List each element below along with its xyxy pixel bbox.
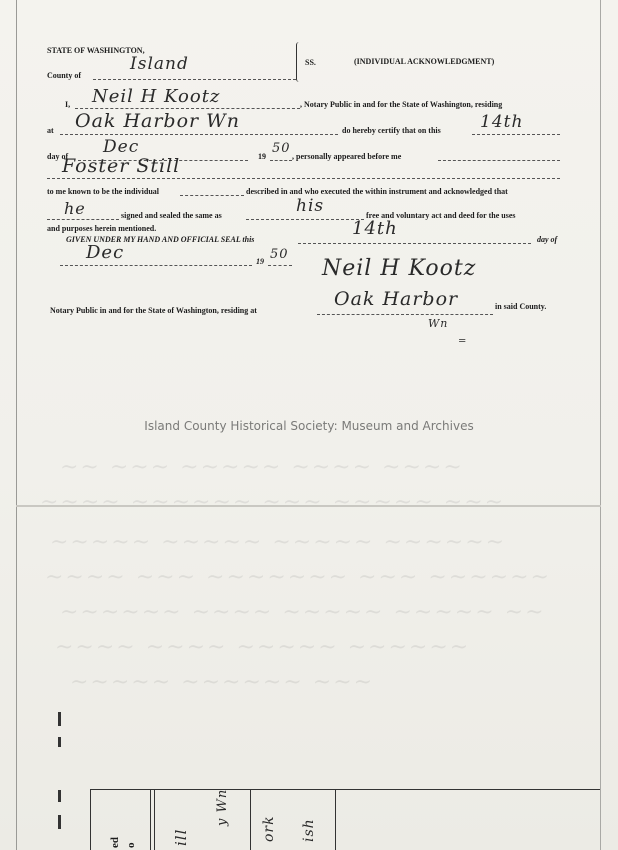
- free-deed-label: free and voluntary act and deed for the uses: [366, 211, 516, 220]
- year-line: [270, 160, 292, 161]
- strip-col-4-text: ish: [301, 818, 317, 842]
- seal-year-line: [268, 265, 292, 266]
- notary-name-line: [75, 108, 300, 109]
- residence-value: Oak Harbor Wn: [75, 110, 240, 132]
- known-label: to me known to be the individual: [47, 187, 160, 196]
- state-label: STATE OF WASHINGTON,: [47, 46, 145, 55]
- seal-day-line: [298, 243, 531, 244]
- acknowledgment-type: (INDIVIDUAL ACKNOWLEDGMENT): [354, 57, 495, 66]
- footer-state-value: Wn: [428, 317, 449, 330]
- notary-residing-label: , Notary Public in and for the State of Washington, residing: [300, 100, 503, 109]
- certify-label: do hereby certify that on this: [342, 126, 441, 135]
- strip-col-2-text: y Wn: [215, 788, 230, 826]
- footer-label: Notary Public in and for the State of Washington, residing at: [50, 306, 257, 315]
- day-value: 14th: [480, 112, 524, 132]
- appearer-line: [47, 178, 560, 179]
- seal-month-value: Dec: [86, 242, 125, 263]
- clip-mark-lower: [58, 790, 61, 802]
- clip-mark-mid: [58, 737, 61, 747]
- year-prefix: 19: [258, 152, 266, 161]
- strip-col-line-1: [90, 790, 91, 850]
- document-page: ~~ ~~~ ~~~~~ ~~~~ ~~~~ ~~~~ ~~~~~~ ~~~ ~~~~~ ~~~ ~~~~~ ~~~~~ ~~~~~ ~~~~~~ ~~~~ ~~~ ~~~~~~~ ~~~ ~~~~~~ ~~~~~~ ~~~~ ~~~~~ ~~~~~ ~~ ~~~~ ~~~~ ~~~~~ ~~~~~~ ~~~~~ ~~~~~~ ~~~ STATE OF WASHINGTON, County of Island SS. (INDIVIDUAL ACKNOWLEDGMENT) I, Neil H Kootz , Notary Public in and for the State of Washington, residing at Oak Harbor Wn do hereby certify that on this 14th day of Dec 19 50 , personally appeared before me Foster Still to me known to be the individual described in and who executed the within instrument and acknowledged that he signed and sealed the same as his free and voluntary act and deed for the uses and purposes herein mentioned. GIVEN UNDER MY HAND AND OFFICIAL SEAL this 14th day of Dec 19 50 Neil H Kootz Notary Public in and for the State of Washington, residing at Oak Harbor in said County. Wn = Island County Historical Society: Museum and Archives ed o ill y Wn ork ish: [0, 0, 618, 850]
- day-line: [472, 134, 560, 135]
- pronoun-line: [47, 219, 119, 220]
- county-label: County of: [47, 71, 82, 80]
- underline-mark: =: [458, 336, 467, 347]
- notary-name-value: Neil H Kootz: [92, 86, 221, 107]
- year-value: 50: [272, 141, 291, 156]
- month-value: Dec: [103, 137, 140, 157]
- clip-mark-bottom: [58, 815, 61, 829]
- strip-edge-text-2: o: [125, 842, 137, 848]
- seal-day-of-label: day of: [537, 235, 558, 244]
- archive-watermark: Island County Historical Society: Museum and Archives: [144, 419, 474, 433]
- clip-mark-top: [58, 712, 61, 726]
- county-line: [93, 79, 296, 80]
- strip-col-3-text: ork: [261, 815, 277, 842]
- day-of-label: day of: [47, 152, 69, 161]
- strip-col-1-text: ill: [172, 828, 190, 846]
- ss-bracket: [296, 42, 303, 82]
- seal-month-line: [60, 265, 252, 266]
- appeared-line: [438, 160, 560, 161]
- i-label: I,: [65, 100, 71, 109]
- seal-year-prefix: 19: [256, 257, 264, 266]
- signed-label: signed and sealed the same as: [121, 211, 222, 220]
- notary-signature: Neil H Kootz: [322, 256, 477, 281]
- pronoun-value: he: [64, 199, 86, 218]
- strip-col-line-3: [154, 790, 155, 850]
- residence-line: [60, 134, 338, 135]
- county-value: Island: [130, 54, 189, 74]
- possessive-value: his: [296, 196, 325, 216]
- footer-residence-line: [317, 314, 493, 315]
- at-label: at: [47, 126, 54, 135]
- seal-day-value: 14th: [352, 218, 398, 239]
- strip-col-line-5: [335, 790, 336, 850]
- seal-year-value: 50: [270, 247, 289, 262]
- appeared-label: , personally appeared before me: [292, 152, 402, 161]
- ss-label: SS.: [305, 58, 316, 67]
- individual-line: [180, 195, 244, 196]
- bottom-strip-edge: [90, 789, 600, 790]
- possessive-line: [246, 219, 364, 220]
- appearer-value: Foster Still: [62, 155, 181, 177]
- strip-col-line-4: [250, 790, 251, 850]
- strip-col-line-2: [150, 790, 151, 850]
- county-suffix: in said County.: [495, 302, 547, 311]
- described-label: described in and who executed the within instrument and acknowledged that: [246, 187, 508, 196]
- given-label: GIVEN UNDER MY HAND AND OFFICIAL SEAL this: [66, 235, 255, 244]
- strip-edge-text-1: ed: [109, 837, 121, 848]
- footer-residence-value: Oak Harbor: [334, 288, 459, 310]
- purposes-label: and purposes herein mentioned.: [47, 224, 157, 233]
